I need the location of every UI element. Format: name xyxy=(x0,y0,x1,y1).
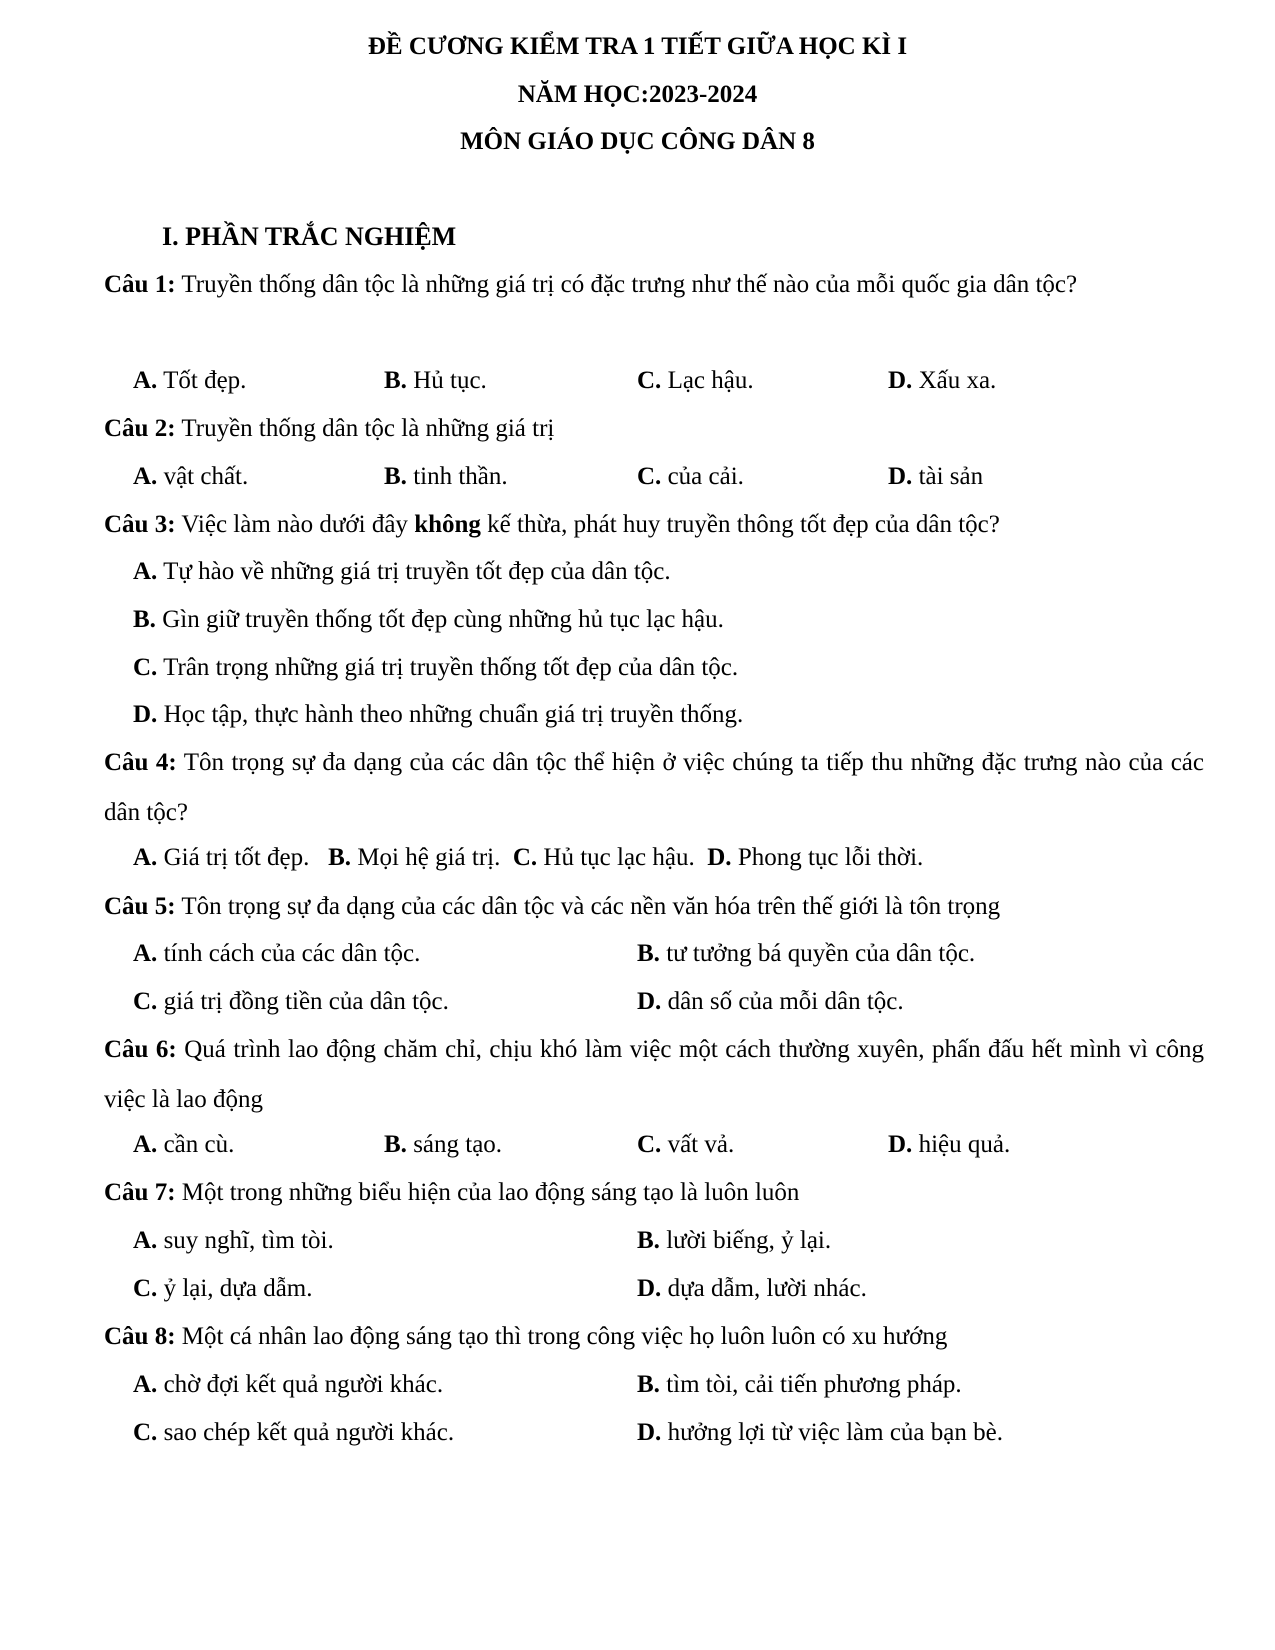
option-text: Hủ tục. xyxy=(406,367,487,394)
option-text: vất vả. xyxy=(661,1131,735,1158)
option-text: sáng tạo. xyxy=(406,1131,503,1158)
question-3 xyxy=(104,500,1204,550)
option-letter: D. xyxy=(888,1131,913,1158)
option-letter: A. xyxy=(133,1227,158,1254)
option-5d xyxy=(637,987,904,1017)
question-label: Câu 5: xyxy=(104,893,176,920)
option-text: ỷ lại, dựa dẫm. xyxy=(157,1275,313,1302)
option-3d xyxy=(133,700,743,730)
option-2a xyxy=(133,462,248,492)
option-text: chờ đợi kết quả người khác. xyxy=(157,1371,444,1398)
document-title: ĐỀ CƯƠNG KIỂM TRA 1 TIẾT GIỮA HỌC KÌ I xyxy=(367,33,908,60)
option-3b xyxy=(133,605,724,635)
question-1 xyxy=(104,260,1204,310)
question-label: Câu 8: xyxy=(104,1323,176,1350)
option-letter: B. xyxy=(637,1371,660,1398)
option-letter: A. xyxy=(133,463,158,490)
option-letter: B. xyxy=(328,844,352,871)
option-3a xyxy=(133,557,671,587)
question-text: Tôn trọng sự đa dạng của các dân tộc thể hiện ở việc chúng ta tiếp thu những đặc trưng nào của các dân tộc? xyxy=(104,749,1204,826)
option-letter: D. xyxy=(637,988,662,1015)
option-text: dựa dẫm, lười nhác. xyxy=(661,1275,867,1302)
option-7b xyxy=(637,1226,831,1256)
option-letter: C. xyxy=(133,1419,158,1446)
question-label: Câu 2: xyxy=(104,415,176,442)
option-letter: A. xyxy=(133,558,158,585)
option-text: Trân trọng những giá trị truyền thống tốt đẹp của dân tộc. xyxy=(157,654,739,681)
option-6c xyxy=(637,1130,734,1160)
option-letter: C. xyxy=(133,654,158,681)
option-1a xyxy=(133,366,246,396)
option-letter: D. xyxy=(888,463,913,490)
question-label: Câu 1: xyxy=(104,271,176,298)
option-letter: C. xyxy=(637,463,662,490)
option-6b xyxy=(384,1130,502,1160)
option-2b xyxy=(384,462,508,492)
option-1c xyxy=(637,366,754,396)
option-letter: D. xyxy=(637,1275,662,1302)
question-text: Việc làm nào dưới đây xyxy=(175,511,415,538)
option-letter: B. xyxy=(637,940,660,967)
option-letter: A. xyxy=(133,367,158,394)
question-6 xyxy=(104,1025,1204,1125)
option-3c xyxy=(133,653,738,683)
option-text: Học tập, thực hành theo những chuẩn giá trị truyền thống. xyxy=(157,701,744,728)
option-6d xyxy=(888,1130,1010,1160)
option-letter: C. xyxy=(512,844,538,871)
option-8d xyxy=(637,1418,1003,1448)
question-label: Câu 3: xyxy=(104,511,176,538)
question-4 xyxy=(104,738,1204,838)
school-year: NĂM HỌC:2023-2024 xyxy=(517,81,758,108)
option-text: Giá trị tốt đẹp. xyxy=(157,844,329,871)
option-text: suy nghĩ, tìm tòi. xyxy=(157,1227,334,1254)
option-text: hiệu quả. xyxy=(912,1131,1011,1158)
option-text: sao chép kết quả người khác. xyxy=(157,1419,455,1446)
option-text: Tự hào về những giá trị truyền tốt đẹp của dân tộc. xyxy=(157,558,671,585)
option-text: Mọi hệ giá trị. xyxy=(351,844,513,871)
option-text: lười biếng, ỷ lại. xyxy=(659,1227,832,1254)
option-letter: B. xyxy=(637,1227,660,1254)
option-text: tìm tòi, cải tiến phương pháp. xyxy=(659,1371,962,1398)
option-1d xyxy=(888,366,996,396)
option-6a xyxy=(133,1130,234,1160)
option-text: Gìn giữ truyền thống tốt đẹp cùng những hủ tục lạc hậu. xyxy=(155,606,724,633)
question-2 xyxy=(104,404,1204,454)
option-letter: D. xyxy=(888,367,913,394)
option-4-row xyxy=(133,843,923,873)
option-text: Tốt đẹp. xyxy=(157,367,247,394)
question-label: Câu 4: xyxy=(104,749,177,776)
option-2c xyxy=(637,462,744,492)
option-text: tài sản xyxy=(912,463,984,490)
option-7d xyxy=(637,1274,867,1304)
question-text: Một trong những biểu hiện của lao động sáng tạo là luôn luôn xyxy=(175,1179,800,1206)
question-text: Truyền thống dân tộc là những giá trị xyxy=(175,415,555,442)
option-letter: C. xyxy=(133,988,158,1015)
option-text: tinh thần. xyxy=(406,463,508,490)
option-letter: A. xyxy=(133,1371,158,1398)
option-text: của cải. xyxy=(661,463,744,490)
option-8b xyxy=(637,1370,962,1400)
option-letter: D. xyxy=(637,1419,662,1446)
question-emphasis: không xyxy=(414,511,481,538)
question-5 xyxy=(104,882,1204,932)
option-5c xyxy=(133,987,449,1017)
subject-title: MÔN GIÁO DỤC CÔNG DÂN 8 xyxy=(460,128,815,155)
question-text: kế thừa, phát huy truyền thông tốt đẹp của dân tộc? xyxy=(480,511,1000,538)
question-label: Câu 7: xyxy=(104,1179,176,1206)
option-text: tính cách của các dân tộc. xyxy=(157,940,421,967)
option-text: tư tưởng bá quyền của dân tộc. xyxy=(659,940,976,967)
option-5a xyxy=(133,939,420,969)
option-letter: B. xyxy=(133,606,156,633)
question-text: Một cá nhân lao động sáng tạo thì trong công việc họ luôn luôn có xu hướng xyxy=(175,1323,948,1350)
question-7 xyxy=(104,1168,1204,1218)
option-7c xyxy=(133,1274,313,1304)
option-letter: A. xyxy=(133,1131,158,1158)
option-text: Phong tục lỗi thời. xyxy=(731,844,924,871)
question-text: Quá trình lao động chăm chỉ, chịu khó làm việc một cách thường xuyên, phấn đấu hết mình vì công việc là lao động xyxy=(104,1036,1204,1113)
option-letter: B. xyxy=(384,367,407,394)
option-8c xyxy=(133,1418,454,1448)
question-8 xyxy=(104,1312,1204,1362)
option-8a xyxy=(133,1370,443,1400)
option-text: hưởng lợi từ việc làm của bạn bè. xyxy=(661,1419,1003,1446)
option-5b xyxy=(637,939,975,969)
option-letter: B. xyxy=(384,463,407,490)
option-2d xyxy=(888,462,983,492)
question-label: Câu 6: xyxy=(104,1036,177,1063)
option-letter: D. xyxy=(133,701,158,728)
option-text: Xấu xa. xyxy=(912,367,997,394)
option-letter: A. xyxy=(133,844,158,871)
option-text: dân số của mỗi dân tộc. xyxy=(661,988,904,1015)
question-text: Tôn trọng sự đa dạng của các dân tộc và các nền văn hóa trên thế giới là tôn trọng xyxy=(175,893,1001,920)
option-letter: C. xyxy=(637,1131,662,1158)
option-letter: C. xyxy=(133,1275,158,1302)
option-text: cần cù. xyxy=(157,1131,235,1158)
option-text: giá trị đồng tiền của dân tộc. xyxy=(157,988,449,1015)
option-7a xyxy=(133,1226,334,1256)
option-letter: C. xyxy=(637,367,662,394)
section-heading: I. PHẦN TRẮC NGHIỆM xyxy=(162,222,457,251)
option-letter: A. xyxy=(133,940,158,967)
option-text: Lạc hậu. xyxy=(661,367,754,394)
option-text: Hủ tục lạc hậu. xyxy=(537,844,708,871)
option-letter: D. xyxy=(707,844,732,871)
option-1b xyxy=(384,366,487,396)
option-text: vật chất. xyxy=(157,463,249,490)
option-letter: B. xyxy=(384,1131,407,1158)
question-text: Truyền thống dân tộc là những giá trị có đặc trưng như thế nào của mỗi quốc gia dân tộc? xyxy=(175,271,1078,298)
